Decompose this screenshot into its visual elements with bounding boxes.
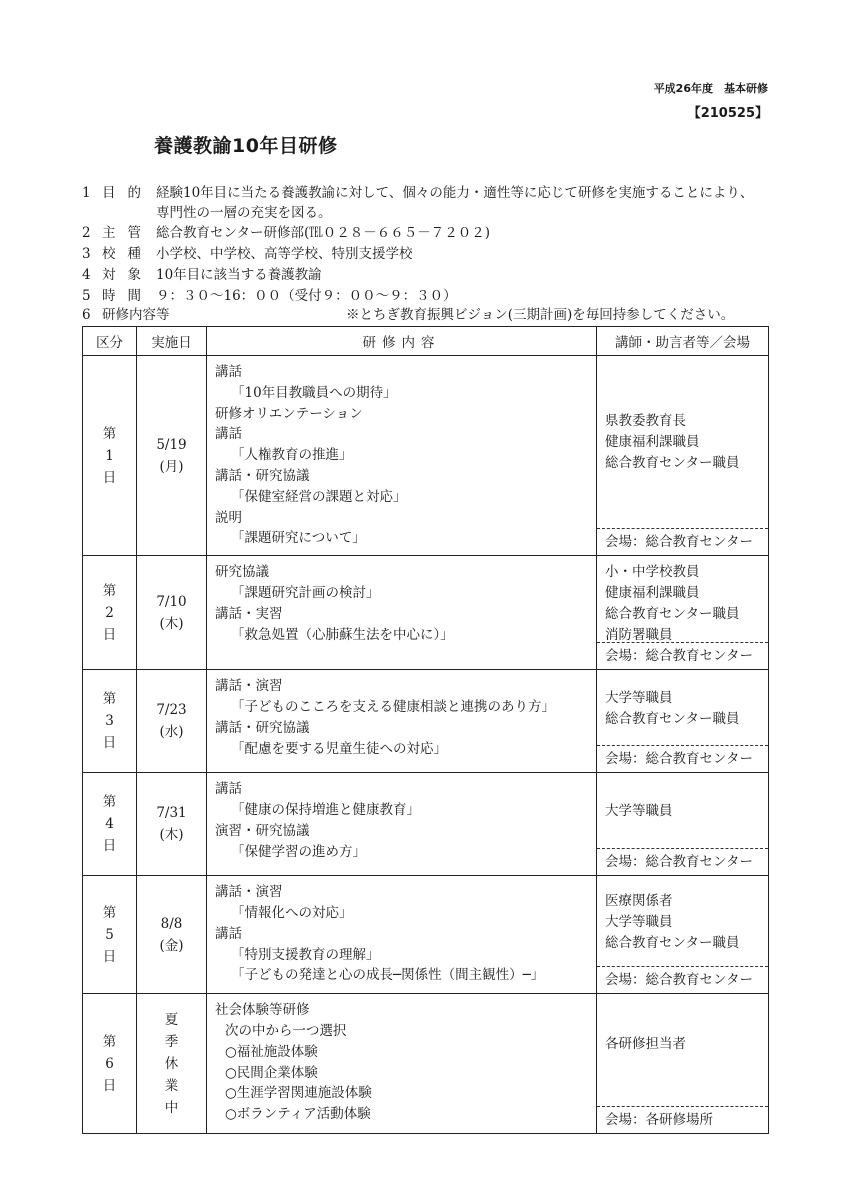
table-row (83, 773, 769, 876)
header-date: 実施日 (137, 327, 207, 356)
date-text: 8/8 (160, 915, 183, 932)
content-item: 「子どもの発達と心の成長─関係性（間主観性）─」 (231, 967, 545, 984)
info-label: 主管 (102, 225, 153, 241)
schedule-table (82, 326, 769, 1134)
info-label: 対象 (102, 267, 153, 283)
venue-label: 会場：総合教育センター (597, 848, 768, 875)
table-row (83, 876, 769, 994)
content-heading: 研究協議 (215, 564, 269, 581)
content-heading: 講話 (215, 781, 242, 798)
lecturer-item: 総合教育センター職員 (605, 454, 740, 471)
content-heading: 説明 (215, 509, 242, 526)
day-label-cell (83, 670, 137, 773)
content-item: ○福祉施設体験 (225, 1043, 318, 1060)
day-label-cell (83, 356, 137, 556)
lecturer-list (597, 684, 768, 734)
date-text: (木) (159, 615, 184, 632)
date-cell (137, 670, 207, 773)
date-text: (水) (159, 724, 184, 741)
venue-label: 会場：総合教育センター (597, 745, 768, 772)
content-item: 「情報化への対応」 (231, 904, 353, 921)
day-label-char: 3 (105, 713, 114, 730)
info-num: 3 (82, 246, 91, 262)
content-item: 「子どものこころを支える健康相談と連携のあり方」 (231, 698, 555, 715)
content-cell (207, 994, 597, 1134)
day-label-cell (83, 994, 137, 1134)
content-heading: 講話・研究協議 (215, 719, 310, 736)
date-text: 7/31 (156, 805, 187, 822)
day-label-char: 第 (102, 691, 117, 708)
day-label-char: 2 (105, 604, 114, 621)
day-label-char: 日 (102, 838, 117, 855)
lecturer-cell (597, 994, 769, 1134)
day-label-char: 1 (105, 447, 114, 464)
info-label: 目的 (102, 185, 153, 201)
content-item: ○ボランティア活動体験 (225, 1106, 371, 1123)
venue-label: 会場：総合教育センター (597, 642, 768, 669)
date-text: 7/23 (156, 702, 187, 719)
table-row (83, 556, 769, 670)
day-label-char: 第 (102, 425, 117, 442)
schedule-body (83, 356, 769, 1134)
lecturer-item: 各研修担当者 (605, 1036, 686, 1053)
course-code: 【210525】 (687, 106, 768, 121)
content-heading: 講話 (215, 426, 242, 443)
table-row (83, 994, 769, 1134)
info-text: 専門性の一層の充実を図る。 (156, 205, 332, 221)
date-cell (137, 356, 207, 556)
lecturer-item: 総合教育センター職員 (605, 605, 740, 622)
lecturer-item: 大学等職員 (605, 913, 673, 930)
lecturer-item: 総合教育センター職員 (605, 710, 740, 727)
table-row (83, 670, 769, 773)
content-item: 次の中から一つ選択 (225, 1022, 347, 1039)
content-cell (207, 556, 597, 670)
content-item: 「保健学習の進め方」 (231, 843, 366, 860)
content-item: 「健康の保持増進と健康教育」 (231, 801, 420, 818)
lecturer-cell (597, 670, 769, 773)
day-label-cell (83, 876, 137, 994)
content-heading: 研修オリエンテーション (215, 405, 363, 422)
content-item: ○生涯学習関連施設体験 (225, 1085, 372, 1102)
content-heading: 講話 (215, 364, 242, 380)
content-item: 「保健室経営の課題と対応」 (231, 488, 407, 505)
info-text: 小学校、中学校、高等学校、特別支援学校 (156, 246, 413, 262)
day-label-char: 4 (105, 816, 114, 833)
content-item: 「救急処置（心肺蘇生法を中心に）」 (231, 626, 454, 643)
lecturer-cell (597, 773, 769, 876)
day-label-char: 日 (102, 948, 117, 965)
date-text: 業 (164, 1077, 179, 1094)
content-item: 「配慮を要する児童生徒への対応」 (231, 740, 447, 757)
content-item: 「特別支援教育の理解」 (231, 946, 380, 963)
date-text: (木) (159, 827, 184, 844)
header-content: 研修内容 (207, 327, 597, 356)
date-text: (月) (159, 458, 184, 475)
content-heading: 演習・研究協議 (215, 822, 310, 839)
day-label-cell (83, 556, 137, 670)
day-label-char: 6 (105, 1055, 114, 1072)
date-text: 5/19 (156, 436, 187, 453)
lecturer-item: 小・中学校教員 (605, 564, 700, 581)
page-title: 養護教諭10年目研修 (154, 135, 338, 157)
content-heading: 社会体験等研修 (215, 1002, 310, 1019)
info-num: 6 (82, 307, 91, 323)
lecturer-list (597, 1030, 768, 1059)
content-heading: 講話・演習 (215, 678, 283, 695)
lecturer-list (597, 558, 768, 649)
lecturer-list (597, 887, 768, 957)
lecturer-list (597, 797, 768, 826)
content-item: 「課題研究計画の検討」 (231, 584, 380, 601)
venue-label: 会場：各研修場所 (597, 1106, 768, 1133)
day-label-char: 日 (102, 469, 117, 486)
lecturer-cell (597, 556, 769, 670)
info-label: 校種 (102, 246, 153, 262)
day-label-char: 日 (102, 735, 117, 752)
content-heading: 講話 (215, 925, 242, 942)
table-header-row (83, 327, 769, 356)
day-label-char: 第 (102, 1033, 117, 1050)
info-num: 5 (82, 288, 91, 304)
content-item: 「課題研究について」 (231, 530, 366, 547)
lecturer-item: 県教委教育長 (605, 413, 686, 430)
content-cell (207, 773, 597, 876)
date-cell (137, 556, 207, 670)
date-text: 休 (164, 1055, 179, 1072)
lecturer-list (597, 407, 768, 477)
info-num: 2 (82, 225, 91, 241)
content-item: 「10年目教職員への期待」 (231, 384, 397, 401)
date-text: 中 (164, 1099, 179, 1116)
day-label-cell (83, 773, 137, 876)
info-text: 10年目に該当する養護教諭 (156, 267, 322, 283)
date-cell (137, 876, 207, 994)
date-cell (137, 994, 207, 1134)
day-label-char: 第 (102, 582, 117, 599)
header-kubun: 区分 (83, 327, 137, 356)
content-item: 「人権教育の推進」 (231, 447, 353, 464)
day-label-char: 第 (102, 904, 117, 921)
venue-label: 会場：総合教育センター (597, 528, 768, 555)
content-cell (207, 356, 597, 556)
content-heading: 講話・研究協議 (215, 467, 310, 484)
day-label-char: 日 (102, 1077, 117, 1094)
fiscal-year-label: 平成26年度 基本研修 (653, 82, 768, 95)
content-cell (207, 876, 597, 994)
date-cell (137, 773, 207, 876)
lecturer-item: 医療関係者 (605, 892, 673, 909)
content-cell (207, 670, 597, 773)
date-text: 夏 (164, 1011, 179, 1028)
info-label: 時間 (102, 288, 153, 304)
info-text: 総合教育センター研修部(℡０２８－６６５－７２０２) (156, 225, 490, 241)
venue-label: 会場：総合教育センター (597, 966, 768, 993)
info-text: 経験10年目に当たる養護教諭に対して、個々の能力・適性等に応じて研修を実施することにより、 (156, 185, 754, 201)
info-label: 研修内容等 (102, 307, 170, 323)
lecturer-cell (597, 356, 769, 556)
date-text: 季 (164, 1033, 179, 1050)
lecturer-item: 健康福利課職員 (605, 434, 700, 451)
bring-vision-note: ※とちぎ教育振興ビジョン(三期計画)を毎回持参してください。 (346, 307, 735, 323)
lecturer-item: 大学等職員 (605, 689, 673, 706)
content-heading: 講話・演習 (215, 884, 283, 901)
lecturer-item: 大学等職員 (605, 803, 673, 820)
info-text: ９：３０～16：００（受付９：００～９：３０） (156, 288, 457, 304)
lecturer-item: 消防署職員 (605, 626, 673, 643)
day-label-char: 第 (102, 794, 117, 811)
header-lecturer: 講師・助言者等／会場 (597, 327, 769, 356)
date-text: (金) (159, 937, 184, 954)
date-text: 7/10 (156, 593, 187, 610)
lecturer-cell (597, 876, 769, 994)
info-num: 4 (82, 267, 91, 283)
content-item: ○民間企業体験 (225, 1064, 318, 1081)
table-row (83, 356, 769, 556)
content-heading: 講話・実習 (215, 605, 283, 622)
day-label-char: 日 (102, 626, 117, 643)
day-label-char: 5 (105, 926, 114, 943)
lecturer-item: 総合教育センター職員 (605, 934, 740, 951)
lecturer-item: 健康福利課職員 (605, 584, 700, 601)
info-num: 1 (82, 185, 91, 201)
